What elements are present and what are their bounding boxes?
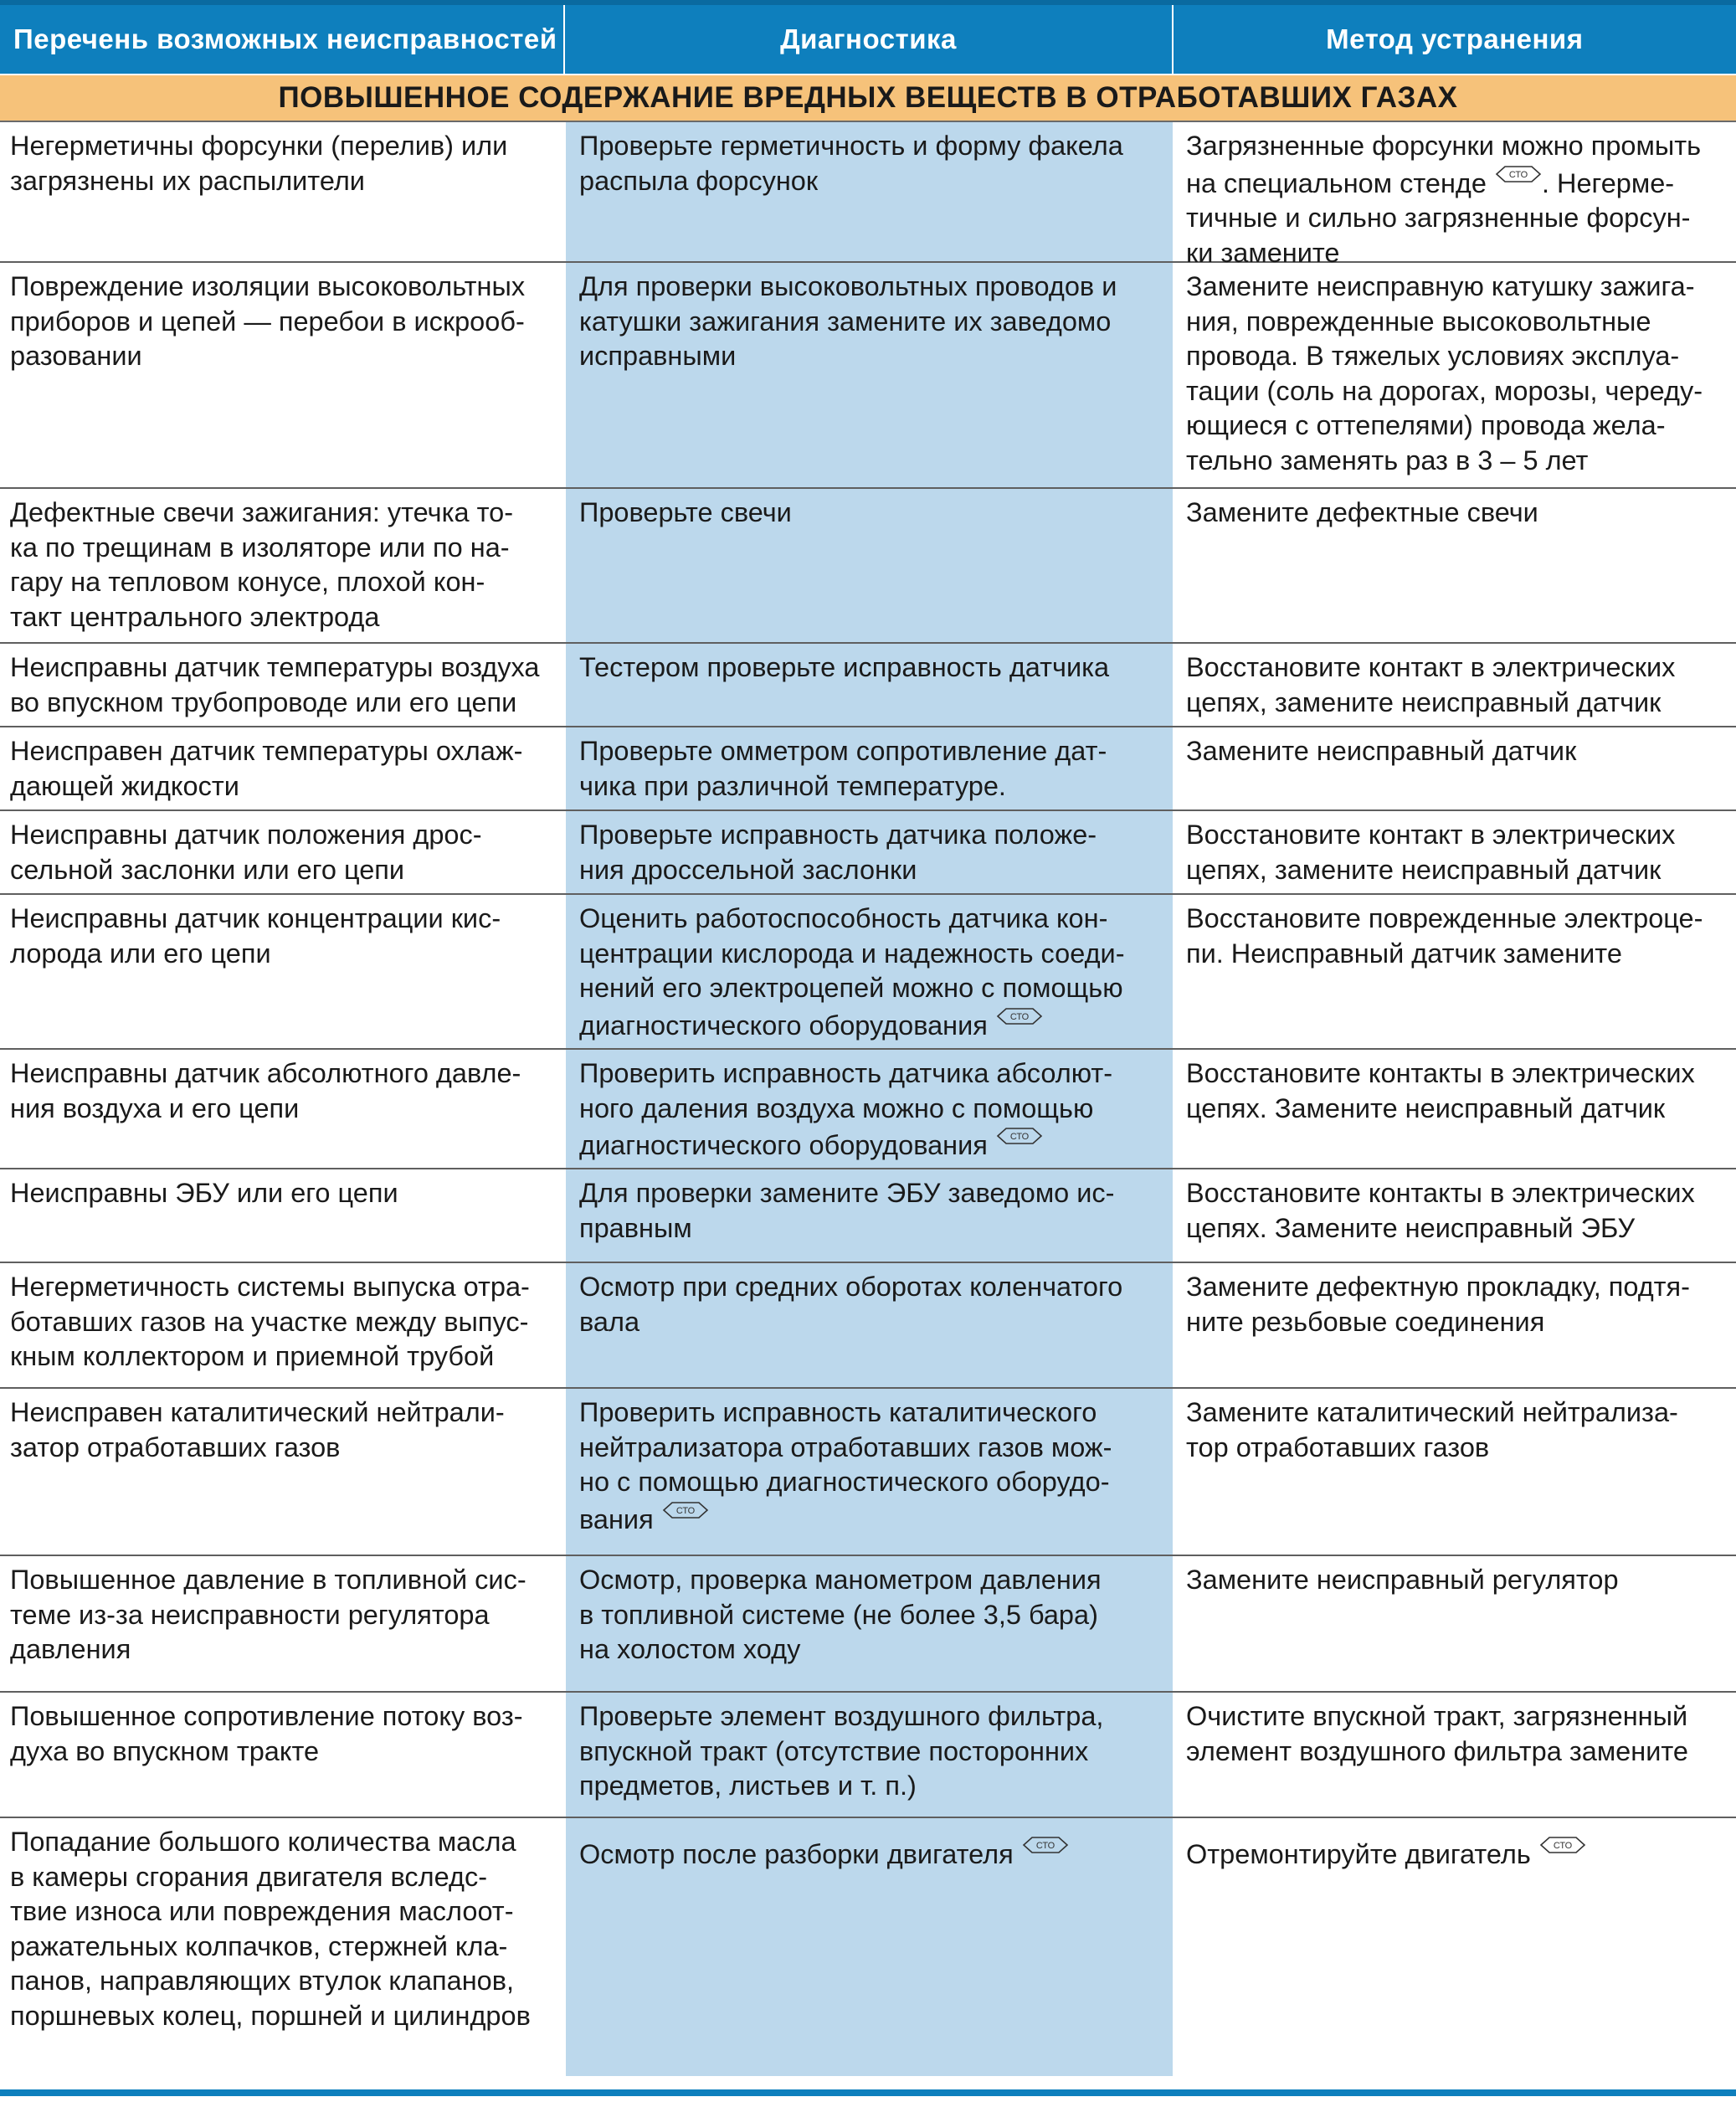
- service-station-icon: [1022, 1835, 1069, 1855]
- sto-label: СТО: [1553, 1841, 1572, 1851]
- remedy-cell: Замените каталитический нейтрализа- тор отработавших газов: [1186, 1397, 1678, 1462]
- fault-cell: Повышенное сопротивление потоку воз- духа во впускном тракте: [10, 1701, 523, 1766]
- fault-cell: Неисправны датчик температуры воздуха во впускном трубопроводе или его цепи: [10, 652, 540, 717]
- table-row: [0, 122, 1736, 268]
- fault-cell: Попадание большого количества масла в камеры сгорания двигателя вследс- твие износа или повреждения маслоот- ражательных колпачков, стержней кла- панов, направляющих втулок клапанов, поршневых колец, поршней и цилиндров: [10, 1827, 531, 2031]
- remedy-cell: [1173, 122, 1736, 268]
- sto-label: СТО: [1009, 1132, 1030, 1142]
- diagnosis-text: Оценить работоспособность датчика кон- центрации кислорода и надежность соеди- нений его электроцепей можно с помощью диагностического оборудования: [579, 903, 1125, 1041]
- remedy-cell: Очистите впускной тракт, загрязненный элемент воздушного фильтра замените: [1186, 1701, 1688, 1766]
- remedy-cell: Замените неисправный регулятор: [1186, 1565, 1619, 1595]
- diagnosis-cell: Осмотр при средних оборотах коленчатого вала: [579, 1272, 1123, 1337]
- service-station-icon: [1539, 1835, 1586, 1855]
- remedy-cell: Замените неисправный датчик: [1186, 736, 1577, 766]
- header-faults: Перечень возможных неисправностей: [0, 5, 565, 74]
- diagnosis-cell: Проверьте омметром сопротивление дат- чика при различной температуре.: [579, 736, 1107, 801]
- table-row: [0, 644, 1736, 727]
- fault-cell: Дефектные свечи зажигания: утечка то- ка по трещинам в изоляторе или по на- гару на тепловом конусе, плохой кон- такт центрального электрода: [10, 497, 514, 632]
- table-body: [0, 122, 1736, 2048]
- service-station-icon: [996, 1006, 1043, 1026]
- section-title: ПОВЫШЕННОЕ СОДЕРЖАНИЕ ВРЕДНЫХ ВЕЩЕСТВ В ОТРАБОТАВШИХ ГАЗАХ: [0, 74, 1736, 122]
- remedy-cell: Восстановите контакты в электрических цепях. Замените неисправный ЭБУ: [1186, 1178, 1695, 1243]
- fault-cell: Негерметичны форсунки (перелив) или загрязнены их распылители: [10, 131, 508, 196]
- remedy-cell: [1173, 1818, 1736, 2048]
- remedy-text-b: . Негерме- тичные и сильно загрязненные форсун- ки замените: [1186, 167, 1691, 268]
- diagnosis-text: Проверить исправность каталитического нейтрализатора отработавших газов мож- но с помощью диагностического оборудо- вания: [579, 1397, 1112, 1534]
- diagnosis-cell: Для проверки замените ЭБУ заведомо ис- правным: [579, 1178, 1115, 1243]
- table-row: [0, 1169, 1736, 1263]
- fault-cell: Неисправны датчик концентрации кис- лорода или его цепи: [10, 903, 501, 969]
- table-header: [0, 0, 1736, 74]
- diagnosis-cell: Осмотр, проверка манометром давления в топливной системе (не более 3,5 бара) на холостом ходу: [579, 1565, 1102, 1664]
- sto-label: СТО: [1009, 1011, 1030, 1022]
- remedy-text-a: Загрязненные форсунки можно промыть на специальном стенде: [1186, 131, 1702, 198]
- service-station-icon: [1495, 164, 1542, 184]
- diagnosis-text: Осмотр после разборки двигателя: [579, 1839, 1014, 1869]
- remedy-cell: Замените дефектную прокладку, подтя- ните резьбовые соединения: [1186, 1272, 1690, 1337]
- fault-cell: Неисправен каталитический нейтрали- затор отработавших газов: [10, 1397, 505, 1462]
- bottom-rule: [0, 2089, 1736, 2096]
- remedy-cell: Восстановите контакты в электрических цепях. Замените неисправный датчик: [1186, 1058, 1695, 1123]
- fault-cell: Негерметичность системы выпуска отра- ботавших газов на участке между выпус- кным коллектором и приемной трубой: [10, 1272, 530, 1371]
- diagnosis-cell: [566, 1818, 1173, 2048]
- remedy-cell: Восстановите поврежденные электроце- пи. Неисправный датчик замените: [1186, 903, 1703, 969]
- table-row: [0, 489, 1736, 644]
- diagnosis-cell: [566, 895, 1173, 1048]
- diagnosis-text: Проверить исправность датчика абсолют- ного даления воздуха можно с помощью диагностического оборудования: [579, 1058, 1113, 1160]
- header-diagnosis: Диагностика: [565, 5, 1173, 74]
- sto-label: СТО: [1035, 1841, 1055, 1851]
- service-station-icon: [996, 1126, 1043, 1146]
- table-row: [0, 1818, 1736, 2048]
- fault-cell: Неисправны датчик абсолютного давле- ния воздуха и его цепи: [10, 1058, 521, 1123]
- fault-cell: Повреждение изоляции высоковольтных приборов и цепей — перебои в искрооб- разовании: [10, 271, 526, 371]
- diagnosis-cell: Для проверки высоковольтных проводов и катушки зажигания замените их заведомо исправными: [579, 271, 1117, 371]
- remedy-text: Отремонтируйте двигатель: [1186, 1839, 1531, 1869]
- table-row: [0, 895, 1736, 1050]
- diagnosis-cell: Проверьте герметичность и форму факела распыла форсунок: [579, 131, 1123, 196]
- sto-label: СТО: [1508, 169, 1528, 180]
- table-row: [0, 1050, 1736, 1169]
- remedy-cell: Замените дефектные свечи: [1186, 497, 1538, 527]
- diagnosis-cell: Проверьте свечи: [579, 497, 792, 527]
- table-row: [0, 1389, 1736, 1556]
- remedy-cell: Замените неисправную катушку зажига- ния, поврежденные высоковольтные провода. В тяжелых условиях эксплуа- тации (соль на дорогах, морозы, череду- ющиеся с оттепелями) провода жела- тельно заменять раз в 3 – 5 лет: [1186, 271, 1703, 475]
- table-row: [0, 1263, 1736, 1389]
- fault-cell: Неисправен датчик температуры охлаж- дающей жидкости: [10, 736, 523, 801]
- remedy-cell: Восстановите контакт в электрических цепях, замените неисправный датчик: [1186, 652, 1676, 717]
- table-row: [0, 1556, 1736, 1693]
- service-station-icon: [662, 1500, 709, 1520]
- table-row: [0, 263, 1736, 489]
- remedy-cell: Восстановите контакт в электрических цепях, замените неисправный датчик: [1186, 820, 1676, 885]
- diagnosis-cell: Проверьте исправность датчика положе- ния дроссельной заслонки: [579, 820, 1097, 885]
- fault-cell: Неисправны ЭБУ или его цепи: [10, 1178, 398, 1208]
- diagnosis-cell: [566, 1050, 1173, 1168]
- fault-cell: Повышенное давление в топливной сис- теме из-за неисправности регулятора давления: [10, 1565, 526, 1664]
- table-row: [0, 1693, 1736, 1818]
- table-row: [0, 727, 1736, 811]
- diagnosis-cell: [566, 1389, 1173, 1555]
- header-remedy: Метод устранения: [1326, 23, 1584, 54]
- sto-label: СТО: [675, 1505, 695, 1516]
- fault-cell: Неисправны датчик положения дрос- сельной заслонки или его цепи: [10, 820, 482, 885]
- table-row: [0, 811, 1736, 895]
- diagnosis-cell: Проверьте элемент воздушного фильтра, впускной тракт (отсутствие посторонних предметов, листьев и т. п.): [579, 1701, 1104, 1801]
- diagnosis-cell: Тестером проверьте исправность датчика: [579, 652, 1110, 682]
